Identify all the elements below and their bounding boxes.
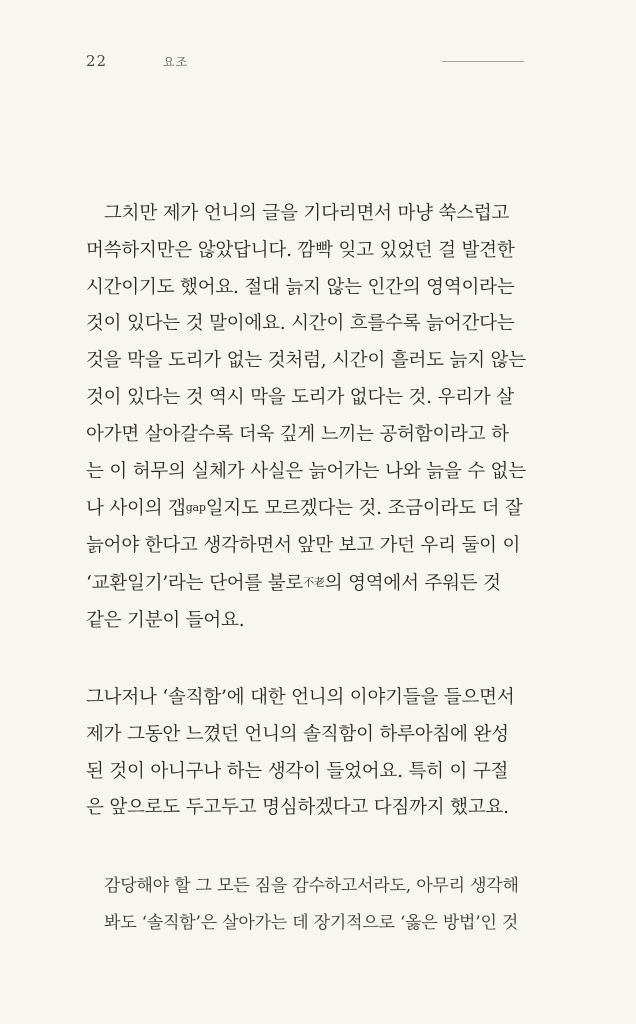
- paragraph-2: [86, 680, 538, 827]
- text-segment: 의 영역에서 주워든 것: [324, 572, 501, 594]
- text-line: 제가 그동안 느꼈던 언니의 솔직함이 하루아침에 완성: [86, 723, 509, 745]
- text-line: 시간이기도 했어요. 절대 늙지 않는 인간의 영역이라는: [86, 276, 515, 298]
- text-line: [86, 490, 538, 528]
- text-segment: 일지도 모르겠다는 것. 조금이라도 더 잘: [205, 498, 523, 520]
- text-line: 은 앞으로도 두고두고 명심하겠다고 다짐까지 했고요.: [86, 797, 509, 819]
- gloss-gap: gap: [185, 501, 206, 515]
- header-rule: [442, 61, 524, 62]
- gloss-bullo: 不老: [303, 575, 325, 589]
- quote-line: 감당해야 할 그 모든 짐을 감수하고서라도, 아무리 생각해: [104, 876, 519, 896]
- text-line: 것이 있다는 것 역시 막을 도리가 없다는 것. 우리가 살: [86, 386, 514, 408]
- paragraph-1: [86, 196, 538, 640]
- text-line: 된 것이 아니구나 하는 생각이 들었어요. 특히 이 구절: [86, 760, 509, 782]
- text-line: 아가면 살아갈수록 더욱 깊게 느끼는 공허함이라고 하: [86, 423, 509, 445]
- text-line: 는 이 허무의 실체가 사실은 늙어가는 나와 늙을 수 없는: [86, 460, 526, 482]
- block-quote: [104, 868, 536, 942]
- text-line: 그치만 제가 언니의 글을 기다리면서 마냥 쑥스럽고: [104, 203, 510, 224]
- page-number: 22: [86, 52, 108, 70]
- text-line: 머쓱하지만은 않았답니다. 깜빡 잊고 있었던 걸 발견한: [86, 239, 515, 261]
- quote-line: 봐도 ‘솔직함’은 살아가는 데 장기적으로 ‘옳은 방법’인 것: [104, 913, 519, 933]
- running-head: 요조: [163, 55, 189, 69]
- text-line: 같은 기분이 들어요.: [86, 609, 245, 631]
- page-header: [0, 52, 636, 72]
- text-line: 것이 있다는 것 말이에요. 시간이 흐를수록 늙어간다는: [86, 313, 515, 335]
- text-segment: ‘교환일기’라는 단어를 불로: [86, 572, 304, 594]
- text-line: [86, 565, 538, 603]
- text-segment: 나 사이의 갭: [86, 498, 186, 520]
- text-line: 그나저나 ‘솔직함’에 대한 언니의 이야기들을 들으면서: [86, 687, 515, 708]
- text-line: 것을 막을 도리가 없는 것처럼, 시간이 흘러도 늙지 않는: [86, 350, 526, 372]
- text-line: 늙어야 한다고 생각하면서 앞만 보고 가던 우리 둘이 이: [86, 535, 521, 557]
